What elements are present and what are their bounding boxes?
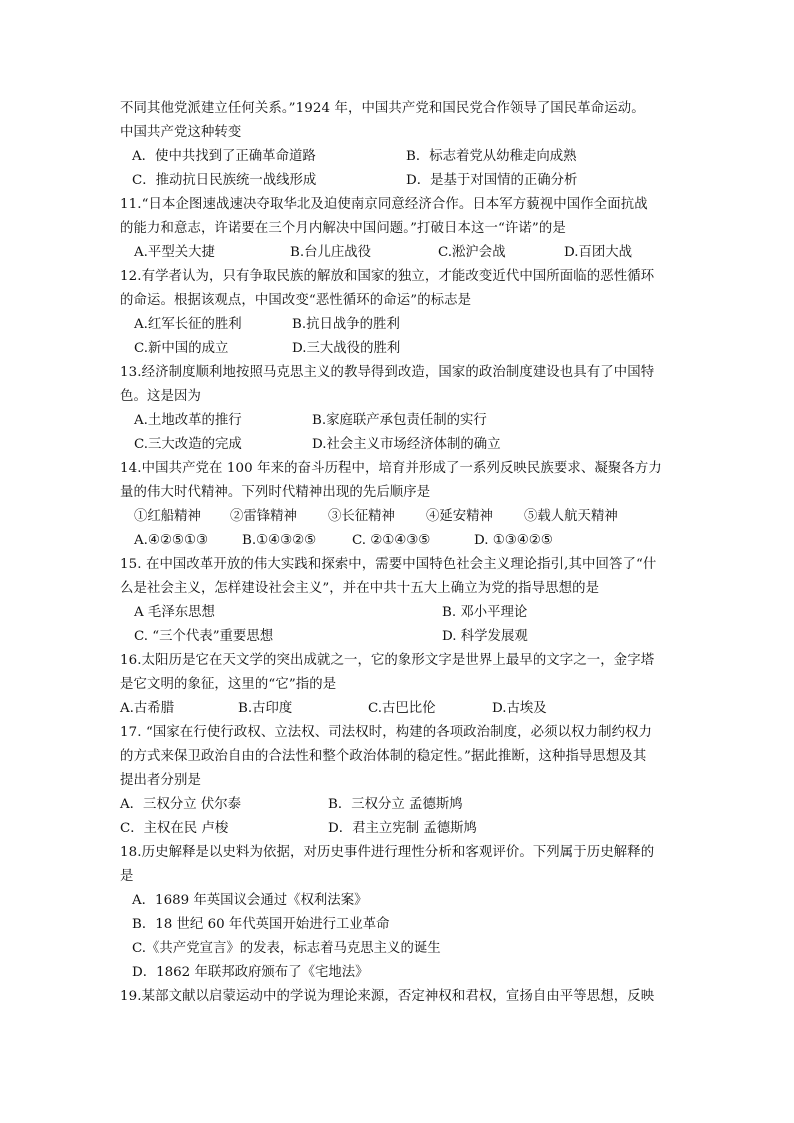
q14-line-2: 量的伟大时代精神。下列时代精神出现的先后顺序是: [120, 485, 431, 500]
q15-option-c[interactable]: C. “三个代表”重要思想: [134, 629, 274, 644]
q16-line-2: 是它文明的象征，这里的“它”指的是: [120, 677, 337, 692]
q15-option-d[interactable]: D. 科学发展观: [442, 629, 528, 644]
q15-option-a[interactable]: A 毛泽东思想: [134, 605, 215, 620]
q12-option-a[interactable]: A.红军长征的胜利: [134, 317, 242, 332]
q17-line-2: 的方式来保卫政治自由的合法性和整个政治体制的稳定性。”据此推断，这种指导思想及其: [120, 749, 647, 764]
q17-option-c[interactable]: C．主权在民 卢梭: [120, 821, 229, 836]
q14-option-d[interactable]: D. ①③④②⑤: [474, 533, 553, 548]
q18-line-1: 18.历史解释是以史料为依据，对历史事件进行理性分析和客观评价。下列属于历史解释的: [120, 845, 655, 860]
q10-option-c[interactable]: C．推动抗日民族统一战线形成: [132, 173, 317, 188]
q12-option-d[interactable]: D.三大战役的胜利: [292, 341, 401, 356]
q17-line-1: 17. “国家在行使行政权、立法权、司法权时，构建的各项政治制度，必须以权力制约权力: [120, 725, 653, 740]
q13-line-2: 色。这是因为: [120, 389, 201, 404]
q18-line-2: 是: [120, 869, 134, 884]
q13-option-d[interactable]: D.社会主义市场经济体制的确立: [312, 437, 501, 452]
q14-item-1: ①红船精神: [134, 509, 201, 524]
q16-option-c[interactable]: C.古巴比伦: [368, 701, 436, 716]
q14-option-b[interactable]: B.①④③②⑤: [242, 533, 317, 548]
q13-option-c[interactable]: C.三大改造的完成: [134, 437, 242, 452]
q11-option-d[interactable]: D.百团大战: [564, 245, 633, 260]
q13-option-b[interactable]: B.家庭联产承包责任制的实行: [312, 413, 487, 428]
q16-line-1: 16.太阳历是它在天文学的突出成就之一，它的象形文字是世界上最早的文字之一，金字塔: [120, 653, 655, 668]
q13-option-a[interactable]: A.土地改革的推行: [134, 413, 242, 428]
q18-option-c[interactable]: C.《共产党宣言》的发表，标志着马克思主义的诞生: [132, 941, 441, 956]
q17-line-3: 提出者分别是: [120, 773, 201, 788]
q16-option-b[interactable]: B.古印度: [238, 701, 293, 716]
q16-option-a[interactable]: A.古希腊: [120, 701, 175, 716]
q10-option-b[interactable]: B．标志着党从幼稚走向成熟: [406, 149, 577, 164]
q11-option-c[interactable]: C.淞沪会战: [438, 245, 506, 260]
q10-line-2: 中国共产党这种转变: [120, 125, 242, 140]
q12-line-2: 的命运。根据该观点，中国改变“恶性循环的命运”的标志是: [120, 293, 472, 308]
q17-option-d[interactable]: D．君主立宪制 孟德斯鸠: [328, 821, 477, 836]
q17-option-a[interactable]: A．三权分立 伏尔泰: [120, 797, 242, 812]
q17-option-b[interactable]: B．三权分立 孟德斯鸠: [328, 797, 463, 812]
q14-item-5: ⑤载人航天精神: [524, 509, 618, 524]
q16-option-d[interactable]: D.古埃及: [492, 701, 547, 716]
q14-option-a[interactable]: A.④②⑤①③: [134, 533, 208, 548]
q14-item-3: ③长征精神: [328, 509, 395, 524]
q15-line-2: 么是社会主义，怎样建设社会主义”，并在中共十五大上确立为党的指导思想的是: [120, 581, 600, 596]
q11-line-2: 的能力和意志，许诺要在三个月内解决中国问题。”打破日本这一“许诺”的是: [120, 221, 566, 236]
q15-line-1: 15. 在中国改革开放的伟大实践和探索中，需要中国特色社会主义理论指引,其中回答了“什: [120, 557, 657, 572]
q18-option-a[interactable]: A．1689 年英国议会通过《权利法案》: [132, 893, 368, 908]
q12-option-c[interactable]: C.新中国的成立: [134, 341, 229, 356]
q10-line-1: 不同其他党派建立任何关系。”1924 年，中国共产党和国民党合作领导了国民革命运动。: [120, 101, 645, 116]
q10-option-d[interactable]: D．是基于对国情的正确分析: [406, 173, 578, 188]
q13-line-1: 13.经济制度顺利地按照马克思主义的教导得到改造，国家的政治制度建设也具有了中国特: [120, 365, 655, 380]
q10-option-a[interactable]: A．使中共找到了正确革命道路: [132, 149, 316, 164]
q19-line-1: 19.某部文献以启蒙运动中的学说为理论来源，否定神权和君权，宣扬自由平等思想，反映: [120, 989, 655, 1004]
q15-option-b[interactable]: B. 邓小平理论: [442, 605, 528, 620]
q12-option-b[interactable]: B.抗日战争的胜利: [292, 317, 400, 332]
q11-option-a[interactable]: A.平型关大捷: [134, 245, 215, 260]
q14-item-4: ④延安精神: [426, 509, 493, 524]
q14-option-c[interactable]: C. ②①④③⑤: [352, 533, 431, 548]
q12-line-1: 12.有学者认为，只有争取民族的解放和国家的独立，才能改变近代中国所面临的恶性循环: [120, 269, 655, 284]
q11-line-1: 11.“日本企图速战速决夺取华北及迫使南京同意经济合作。日本军方藐视中国作全面抗战: [120, 197, 648, 212]
q18-option-d[interactable]: D．1862 年联邦政府颁布了《宅地法》: [132, 965, 369, 980]
q11-option-b[interactable]: B.台儿庄战役: [290, 245, 372, 260]
q18-option-b[interactable]: B．18 世纪 60 年代英国开始进行工业革命: [132, 917, 390, 932]
q14-item-2: ②雷锋精神: [230, 509, 297, 524]
q14-line-1: 14.中国共产党在 100 年来的奋斗历程中，培育并形成了一系列反映民族要求、凝聚各方力: [120, 461, 662, 476]
